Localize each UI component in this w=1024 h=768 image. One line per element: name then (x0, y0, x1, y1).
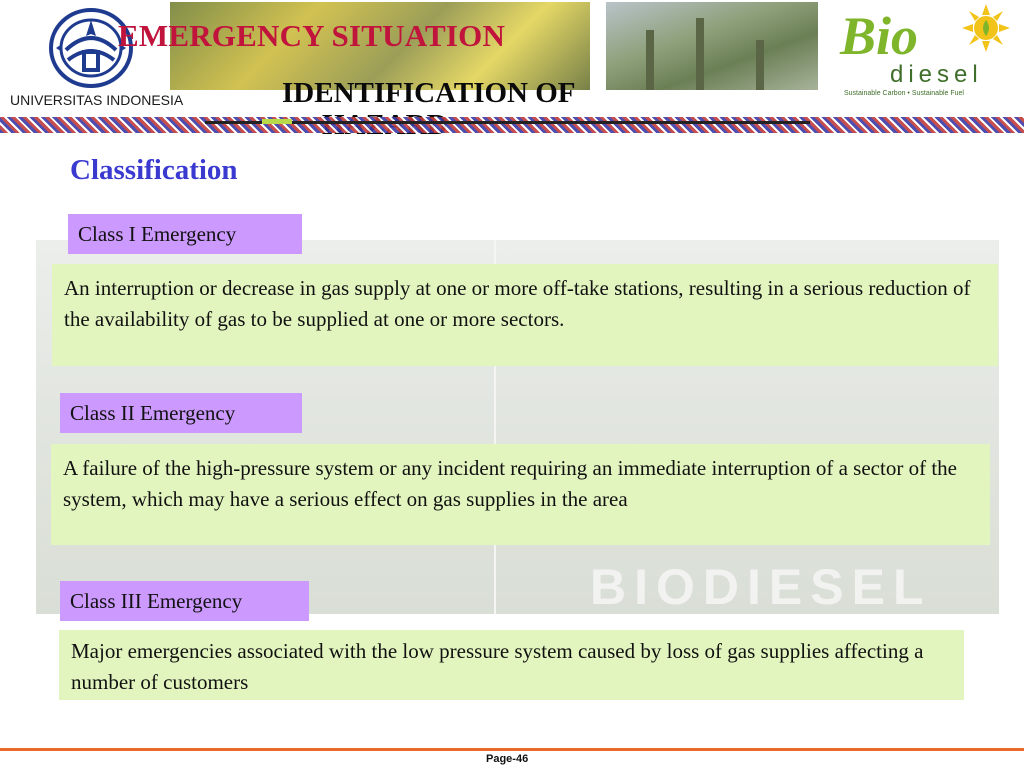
class-2-description: A failure of the high-pressure system or any incident requiring an immediate interruption of a sector of the system, which may have a serious effect on gas supplies in the area (51, 444, 990, 545)
header-band-line (205, 121, 810, 124)
header-band-accent (262, 119, 292, 124)
page-number: Page-46 (486, 753, 529, 765)
section-heading: Classification (70, 154, 238, 186)
background-watermark: BIODIESEL (590, 559, 932, 615)
svg-text:diesel: diesel (890, 61, 983, 88)
class-3-description: Major emergencies associated with the low pressure system caused by loss of gas supplies affecting a number of customers (59, 630, 964, 700)
svg-text:Sustainable Carbon • Sustainab: Sustainable Carbon • Sustainable Fuel (844, 90, 964, 97)
university-name: UNIVERSITAS INDONESIA (10, 92, 184, 108)
svg-text:Bio: Bio (840, 6, 919, 66)
class-2-label: Class II Emergency (60, 393, 302, 433)
biodiesel-logo-icon (838, 2, 1014, 98)
footer-line (0, 748, 1024, 751)
slide-subtitle (282, 74, 642, 144)
slide-title: EMERGENCY SITUATION (118, 18, 506, 53)
class-3-label: Class III Emergency (60, 581, 309, 621)
class-1-description: An interruption or decrease in gas supply at one or more off-take stations, resulting in a serious reduction of the availability of gas to be supplied at one or more sectors. (52, 264, 998, 366)
header-band (0, 117, 1024, 133)
class-1-label: Class I Emergency (68, 214, 302, 254)
subtitle-line-1: IDENTIFICATION OF (282, 77, 576, 109)
